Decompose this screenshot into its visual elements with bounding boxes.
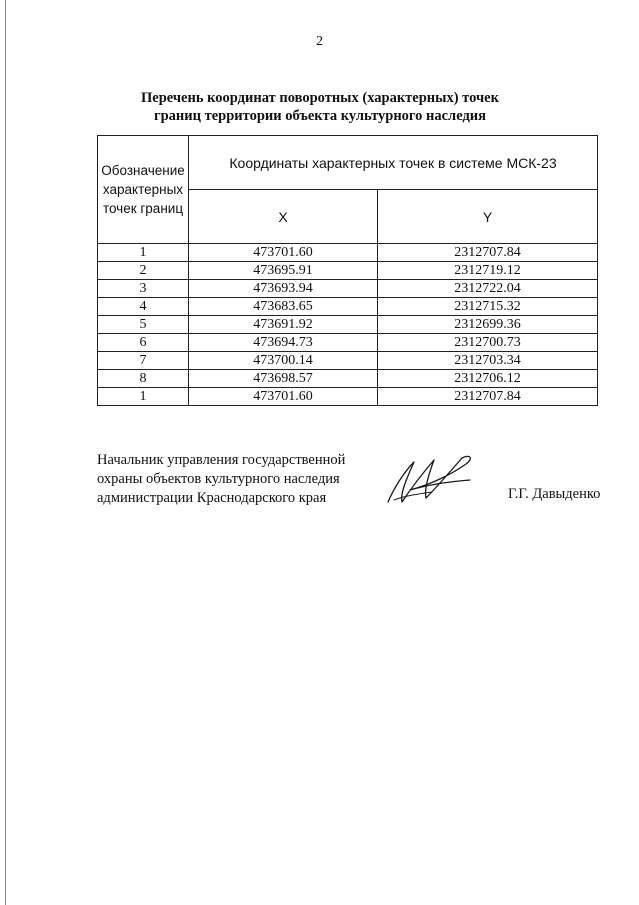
position-line-2: охраны объектов культурного наследия (97, 471, 340, 487)
table-row (98, 334, 598, 352)
handwritten-signature (380, 450, 480, 510)
signatory-position (97, 451, 345, 508)
table-row (98, 244, 598, 262)
signer-name: Г.Г. Давыденко (508, 486, 601, 502)
coordinates-table (97, 135, 598, 406)
table-row (98, 298, 598, 316)
cell-y: 2312699.36 (378, 316, 598, 334)
header-coordinate-system: Координаты характерных точек в системе МСК-23 (189, 136, 598, 190)
header-point-id (98, 136, 189, 244)
cell-x: 473695.91 (189, 262, 378, 280)
cell-point-id: 7 (98, 352, 189, 370)
cell-x: 473693.94 (189, 280, 378, 298)
cell-x: 473698.57 (189, 370, 378, 388)
cell-point-id: 4 (98, 298, 189, 316)
cell-x: 473683.65 (189, 298, 378, 316)
cell-y: 2312707.84 (378, 388, 598, 406)
cell-y: 2312719.12 (378, 262, 598, 280)
table-row (98, 388, 598, 406)
title-line-1: Перечень координат поворотных (характерных) точек (141, 90, 499, 106)
position-line-3: администрации Краснодарского края (97, 490, 327, 506)
header-point-id-line-3: точек границ (102, 201, 184, 216)
cell-x: 473691.92 (189, 316, 378, 334)
cell-x: 473700.14 (189, 352, 378, 370)
cell-y: 2312707.84 (378, 244, 598, 262)
cell-y: 2312722.04 (378, 280, 598, 298)
header-x: X (189, 190, 378, 244)
table-row (98, 352, 598, 370)
table-row (98, 316, 598, 334)
cell-point-id: 3 (98, 280, 189, 298)
cell-y: 2312715.32 (378, 298, 598, 316)
title-line-2: границ территории объекта культурного наследия (154, 108, 486, 124)
cell-y: 2312706.12 (378, 370, 598, 388)
page-edge (5, 0, 6, 905)
header-y: Y (378, 190, 598, 244)
page-number: 2 (316, 34, 323, 49)
cell-point-id: 6 (98, 334, 189, 352)
table-row (98, 370, 598, 388)
table-row (98, 262, 598, 280)
table-row (98, 280, 598, 298)
cell-x: 473701.60 (189, 388, 378, 406)
cell-y: 2312700.73 (378, 334, 598, 352)
cell-point-id: 1 (98, 244, 189, 262)
cell-point-id: 8 (98, 370, 189, 388)
cell-y: 2312703.34 (378, 352, 598, 370)
cell-x: 473701.60 (189, 244, 378, 262)
cell-point-id: 5 (98, 316, 189, 334)
cell-x: 473694.73 (189, 334, 378, 352)
header-point-id-line-2: характерных (102, 182, 184, 197)
cell-point-id: 1 (98, 388, 189, 406)
document-title (110, 89, 530, 125)
cell-point-id: 2 (98, 262, 189, 280)
position-line-1: Начальник управления государственной (97, 452, 346, 468)
header-point-id-line-1: Обозначение (101, 163, 185, 178)
